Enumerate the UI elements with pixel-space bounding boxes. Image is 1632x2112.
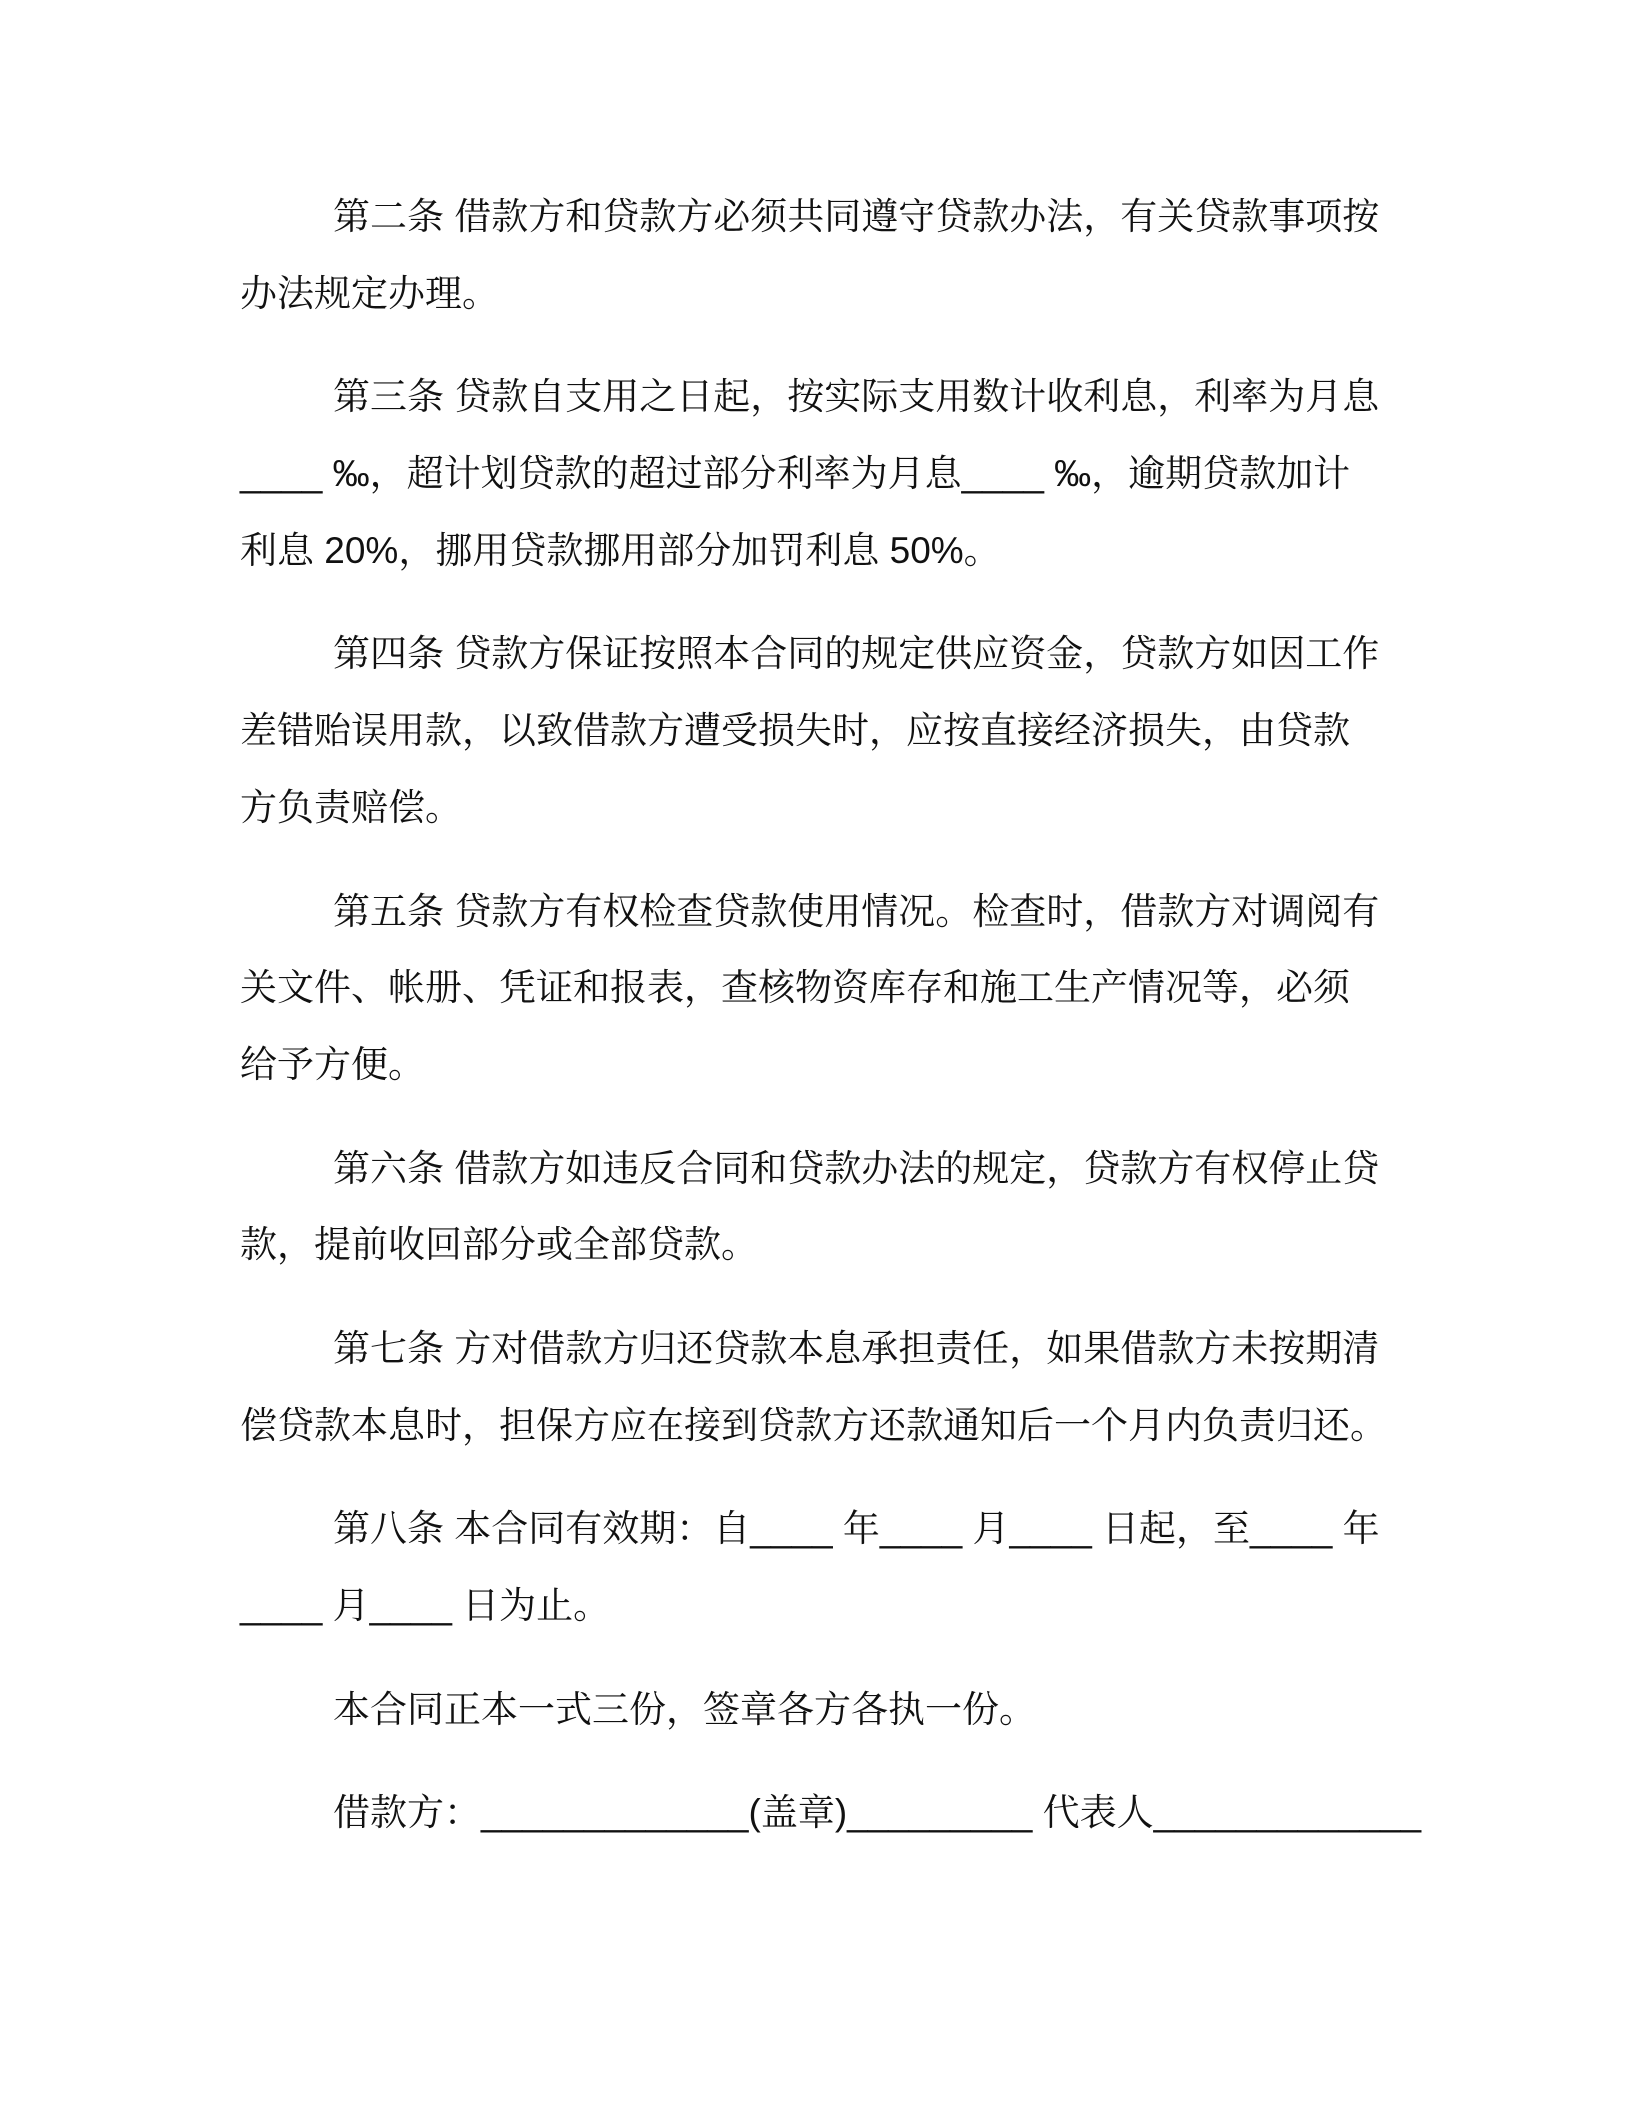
paragraph-line: 第七条 方对借款方归还贷款本息承担责任，如果借款方未按期清: [333, 1327, 1380, 1369]
copies-statement: [240, 1672, 1390, 1749]
paragraph-line: 偿贷款本息时，担保方应在接到贷款方还款通知后一个月内负责归还。: [240, 1404, 1387, 1446]
paragraph-line: 给予方便。: [240, 1043, 425, 1085]
paragraph-line: 第六条 借款方如违反合同和贷款办法的规定，贷款方有权停止贷: [333, 1147, 1380, 1189]
clause-4: [240, 616, 1390, 846]
paragraph-line: 本合同正本一式三份，签章各方各执一份。: [333, 1688, 1036, 1730]
clause-8: [240, 1491, 1390, 1644]
paragraph-line: 关文件、帐册、凭证和报表，查核物资库存和施工生产情况等，必须: [240, 967, 1350, 1009]
paragraph-line: 方负责赔偿。: [240, 786, 462, 828]
paragraph-line: 利息 20%，挪用贷款挪用部分加罚利息 50%。: [240, 529, 1001, 571]
clause-6: [240, 1131, 1390, 1284]
paragraph-line: 第二条 借款方和贷款方必须共同遵守贷款办法，有关贷款事项按: [333, 196, 1380, 237]
borrower-signature-line: 借款方：_____________(盖章)_________ 代表人_____________: [333, 1792, 1422, 1834]
paragraph-line: 差错贻误用款，以致借款方遭受损失时，应按直接经济损失，由贷款: [240, 710, 1350, 752]
paragraph-line: 第五条 贷款方有权检查贷款使用情况。检查时，借款方对调阅有: [333, 890, 1380, 932]
paragraph-line: 第八条 本合同有效期：自____ 年____ 月____ 日起，至____ 年: [333, 1508, 1380, 1550]
paragraph-line: 办法规定办理。: [240, 272, 499, 314]
paragraph-line: ____ ‰，超计划贷款的超过部分利率为月息____ ‰，逾期贷款加计: [240, 453, 1351, 495]
clause-2: [240, 179, 1390, 332]
paragraph-line: 第三条 贷款自支用之日起，按实际支用数计收利息，利率为月息: [333, 376, 1380, 418]
clause-3: [240, 359, 1390, 589]
clause-7: [240, 1311, 1390, 1464]
contract-body: [240, 179, 1422, 1879]
borrower-signature-block: [240, 1775, 1422, 1852]
paragraph-line: 第四条 贷款方保证按照本合同的规定供应资金，贷款方如因工作: [333, 633, 1380, 675]
paragraph-line: ____ 月____ 日为止。: [240, 1585, 611, 1626]
clause-5: [240, 874, 1390, 1104]
paragraph-line: 款，提前收回部分或全部贷款。: [240, 1224, 758, 1266]
